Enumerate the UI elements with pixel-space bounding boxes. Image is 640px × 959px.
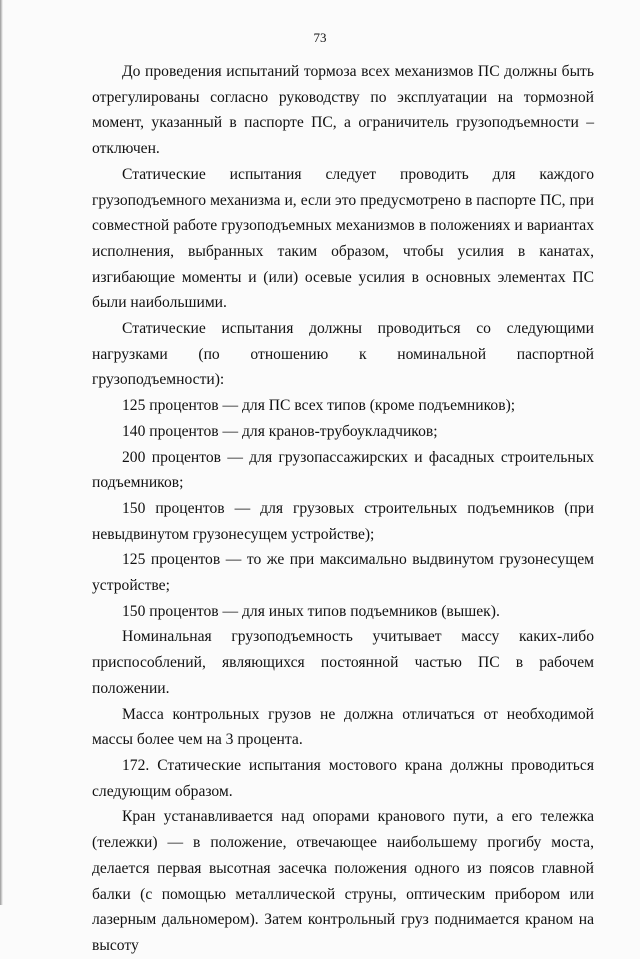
page-number: 73 (313, 30, 327, 45)
document-body (92, 59, 594, 959)
list-item-140-percent: 140 процентов — для кранов-трубоукладчиков; (122, 422, 438, 440)
scan-edge-shadow (0, 0, 3, 905)
paragraph-static-tests-loads: Статические испытания должны проводиться со следующими нагрузками (по отношению к номинальной паспортной грузоподъемности): (92, 320, 594, 389)
list-item-125-percent-extended: 125 процентов — то же при максимально выдвинутом грузонесущем устройстве; (92, 551, 594, 595)
list-item-200-percent: 200 процентов — для грузопассажирских и фасадных строительных подъемников; (92, 448, 594, 492)
paragraph-clause-172: 172. Статические испытания мостового крана должны проводиться следующим образом. (92, 756, 594, 800)
paragraph-brake-adjustment: До проведения испытаний тормоза всех механизмов ПС должны быть отрегулированы согласно руководству по эксплуатации на тормозной момент, указанный в паспорте ПС, а ограничитель грузоподъемности – отключен. (92, 63, 594, 158)
list-item-150-percent-cargo: 150 процентов — для грузовых строительных подъемников (при невыдвинутом грузонесущем устройстве); (92, 499, 594, 543)
list-item-125-percent: 125 процентов — для ПС всех типов (кроме подъемников); (122, 397, 516, 415)
paragraph-crane-setup: Кран устанавливается над опорами кранового пути, а его тележка (тележки) — в положение, отвечающее наибольшему прогибу моста, делается первая высотная засечка положения одного из поясов главной балки (с помощью металлической струны, оптическим прибором или лазерным дальномером). Затем контрольный груз поднимается краном на высоту (92, 808, 594, 954)
paragraph-static-tests-mechanisms: Статические испытания следует проводить для каждого грузоподъемного механизма и, если это предусмотрено в паспорте ПС, при совместной работе грузоподъемных механизмов в положениях и вариантах исполнения, выбранных таким образом, чтобы усилия в канатах, изгибающие моменты и (или) осевые усилия в основных элементах ПС были наибольшими. (92, 165, 594, 312)
paragraph-nominal-capacity: Номинальная грузоподъемность учитывает массу каких-либо приспособлений, являющихся постоянной частью ПС в рабочем положении. (92, 628, 594, 697)
paragraph-control-load-mass: Масса контрольных грузов не должна отличаться от необходимой массы более чем на 3 процента. (92, 705, 594, 749)
list-item-150-percent-other: 150 процентов — для иных типов подъемников (вышек). (122, 602, 500, 620)
